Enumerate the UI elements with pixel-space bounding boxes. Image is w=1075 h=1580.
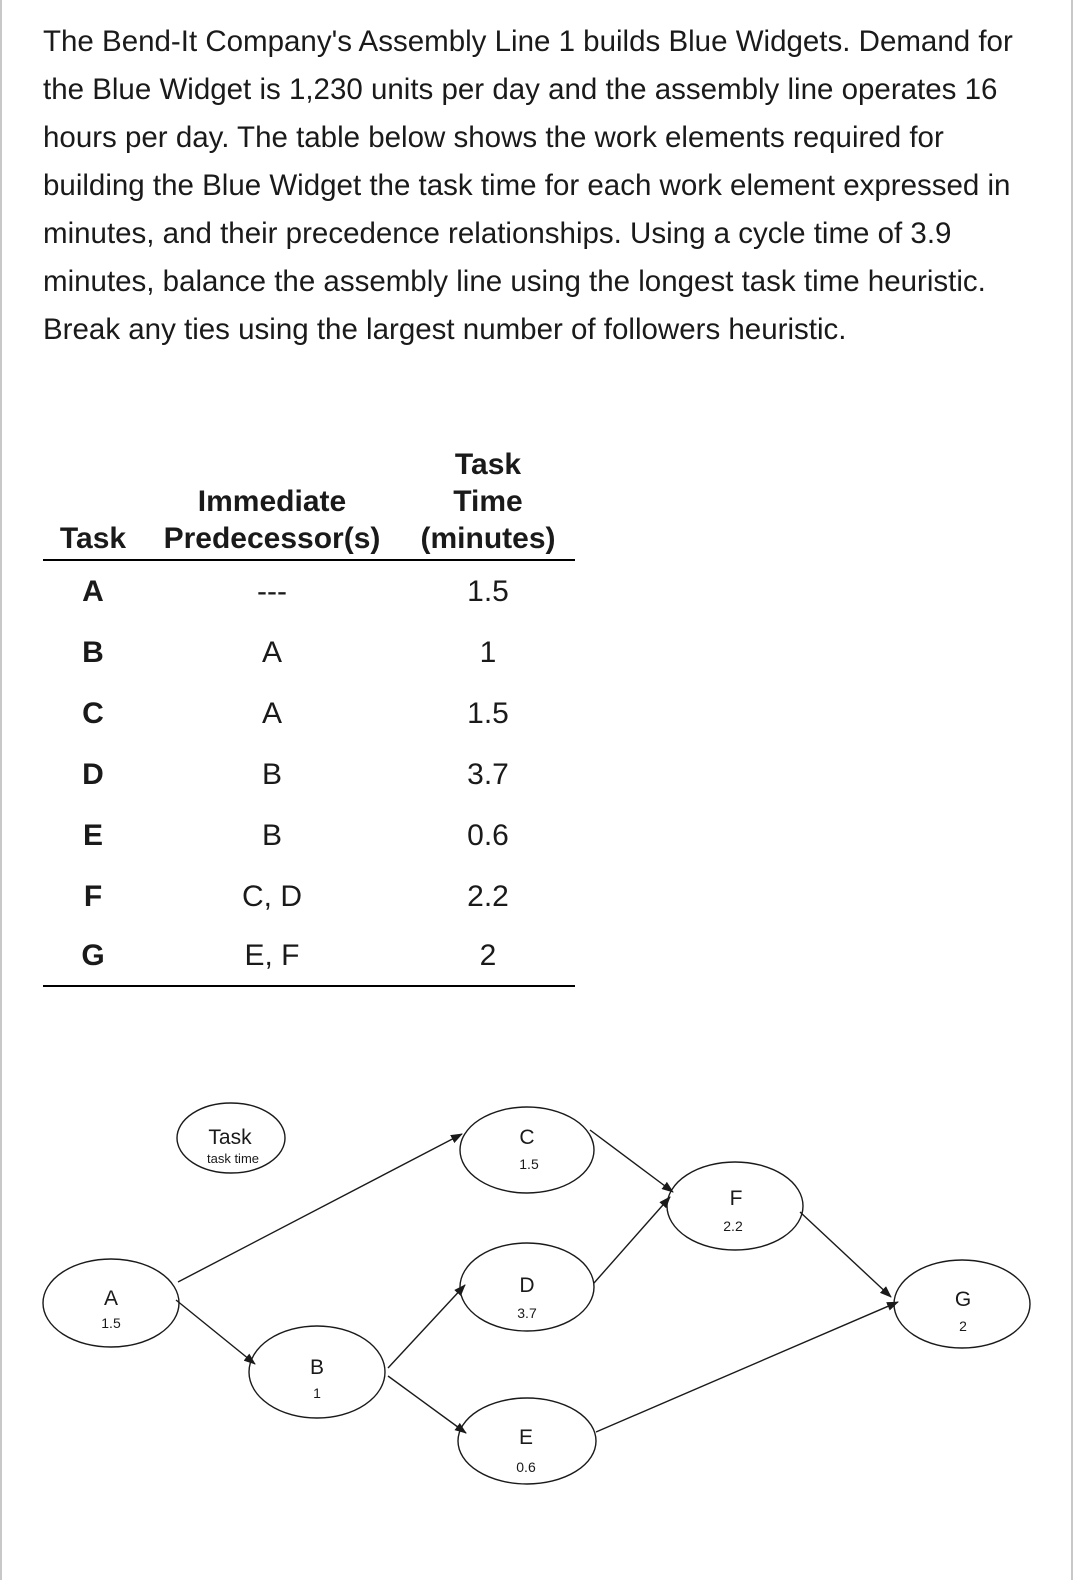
node-d-label: D bbox=[519, 1274, 535, 1297]
arrow-a-to-b bbox=[176, 1300, 255, 1364]
table-row bbox=[43, 866, 575, 927]
time-cell: 0.6 bbox=[467, 818, 509, 852]
time-cell: 1.5 bbox=[467, 574, 509, 608]
table-row bbox=[43, 622, 575, 683]
predecessor-cell: A bbox=[261, 635, 282, 669]
table-header-row bbox=[43, 446, 575, 560]
node-f-time: 2.2 bbox=[723, 1218, 743, 1234]
node-e-label: E bbox=[518, 1426, 534, 1449]
task-cell: A bbox=[82, 574, 104, 608]
node-f bbox=[667, 1162, 803, 1250]
predecessor-cell: B bbox=[261, 757, 282, 791]
precedence-diagram bbox=[0, 1080, 1075, 1500]
task-cell: B bbox=[82, 635, 104, 669]
node-g bbox=[894, 1260, 1030, 1348]
table-row bbox=[43, 560, 575, 622]
table-row bbox=[43, 744, 575, 805]
legend-time-label: task time bbox=[206, 1151, 260, 1166]
legend-task-label: Task bbox=[208, 1126, 252, 1149]
arrow-e-to-g bbox=[596, 1302, 898, 1432]
node-d bbox=[460, 1243, 594, 1331]
table-row bbox=[43, 927, 575, 986]
node-e bbox=[458, 1398, 596, 1484]
arrow-c-to-f bbox=[590, 1130, 673, 1192]
problem-statement: The Bend-It Company's Assembly Line 1 builds Blue Widgets. Demand for the Blue Widget is 1,230 units per day and the assembly line operates 16 hours per day. The table below shows the work elements required for building the Blue Widget the task time for each work element expressed in minutes, and their precedence relationships. Using a cycle time of 3.9 minutes, balance the assembly line using the longest task time heuristic. Break any ties using the largest number of followers heuristic. bbox=[43, 25, 1013, 346]
header-predecessors: Immediate Predecessor(s) bbox=[143, 446, 401, 560]
time-cell: 1.5 bbox=[467, 696, 509, 730]
node-c-label: C bbox=[519, 1126, 535, 1149]
task-cell: G bbox=[43, 927, 143, 986]
predecessor-cell: A bbox=[261, 696, 282, 730]
header-task: Task bbox=[43, 446, 143, 560]
time-cell: 2.2 bbox=[467, 879, 509, 913]
predecessor-cell: C, D bbox=[242, 879, 302, 913]
arrow-f-to-g bbox=[800, 1212, 891, 1297]
node-d-time: 3.7 bbox=[517, 1305, 537, 1321]
node-a bbox=[43, 1259, 179, 1347]
arrow-d-to-f bbox=[594, 1197, 670, 1283]
node-b-label: B bbox=[309, 1356, 325, 1379]
table-row bbox=[43, 683, 575, 744]
node-e-time: 0.6 bbox=[516, 1459, 536, 1475]
legend-node bbox=[177, 1103, 285, 1173]
node-a-time: 1.5 bbox=[101, 1315, 121, 1331]
node-a-label: A bbox=[103, 1287, 119, 1310]
node-g-label: G bbox=[954, 1288, 972, 1311]
time-cell: 3.7 bbox=[467, 757, 509, 791]
task-cell: E bbox=[82, 818, 103, 852]
time-cell: 2 bbox=[401, 927, 575, 986]
node-c-time: 1.5 bbox=[519, 1156, 539, 1172]
header-task-time: Task Time (minutes) bbox=[401, 446, 575, 560]
predecessor-cell: E, F bbox=[143, 927, 401, 986]
node-g-time: 2 bbox=[959, 1318, 967, 1334]
time-cell: 1 bbox=[479, 635, 497, 669]
task-table bbox=[43, 446, 575, 987]
node-b bbox=[249, 1326, 385, 1418]
predecessor-cell: --- bbox=[257, 574, 287, 608]
predecessor-cell: B bbox=[261, 818, 282, 852]
task-cell: D bbox=[82, 757, 104, 791]
arrow-b-to-d bbox=[388, 1285, 465, 1368]
table-row bbox=[43, 805, 575, 866]
task-cell: F bbox=[83, 879, 103, 913]
arrow-b-to-e bbox=[388, 1376, 466, 1433]
node-c bbox=[460, 1107, 594, 1193]
node-b-time: 1 bbox=[313, 1385, 321, 1401]
node-f-label: F bbox=[729, 1187, 743, 1210]
task-cell: C bbox=[82, 696, 104, 730]
